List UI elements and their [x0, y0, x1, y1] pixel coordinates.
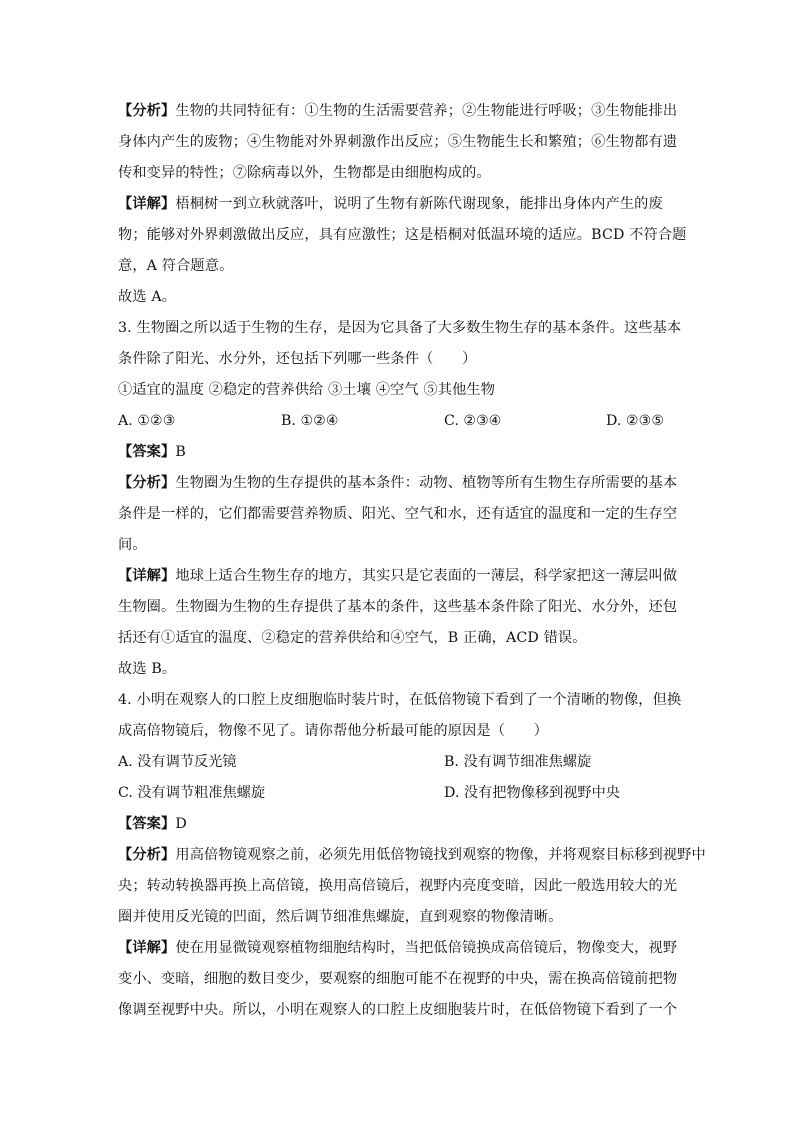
detail-tag: 【详解】 — [118, 940, 176, 956]
question-3-line: 条件除了阳光、水分外，还包括下列哪一些条件（ ） — [118, 351, 477, 367]
question-4-options-row1 — [118, 747, 678, 778]
option-b: B. 没有调节细准焦螺旋 — [444, 754, 592, 770]
text-line: 梧桐树一到立秋就落叶，说明了生物有新陈代谢现象，能排出身体内产生的废 — [175, 196, 663, 212]
text-line: 央；转动转换器再换上高倍镜，换用高倍镜后，视野内亮度变暗，因此一般选用较大的光 — [118, 878, 678, 894]
analysis-tag: 【分析】 — [118, 475, 176, 491]
option-c: C. ②③④ — [444, 413, 502, 429]
question-4-line: 成高倍物镜后，物像不见了。请你帮他分析最可能的原因是（ ） — [118, 723, 549, 739]
text-line: 用高倍物镜观察之前，必须先用低倍物镜找到观察的物像，并将观察目标移到视野中 — [175, 847, 706, 863]
text-line: 条件是一样的，它们都需要营养物质、阳光、空气和水，还有适宜的温度和一定的生存空 — [118, 506, 678, 522]
analysis-line — [118, 96, 678, 127]
detail-tag: 【详解】 — [118, 196, 176, 212]
text-line: 物；能够对外界刺激做出反应，具有应激性；这是梧桐对低温环境的适应。BCD 不符合题 — [118, 227, 687, 243]
answer-tag: 【答案】 — [118, 816, 176, 832]
detail-line — [118, 933, 678, 964]
text-line: 圈并使用反光镜的凹面，然后调节细准焦螺旋，直到观察的物像清晰。 — [118, 909, 563, 925]
text-line: 间。 — [118, 537, 147, 553]
option-a: A. ①②③ — [118, 413, 176, 429]
question-4-options-row2 — [118, 778, 678, 809]
answer-line — [118, 809, 678, 840]
option-a: A. 没有调节反光镜 — [118, 754, 237, 770]
document-page — [118, 96, 706, 1026]
text-line: 括还有①适宜的温度、②稳定的营养供给和④空气，B 正确，ACD 错误。 — [118, 630, 587, 646]
text-line: 使在用显微镜观察植物细胞结构时，当把低倍镜换成高倍镜后，物像变大，视野 — [175, 940, 678, 956]
analysis-line — [118, 840, 706, 871]
analysis-line — [118, 468, 678, 499]
conclusion-line: 故选 B。 — [118, 661, 177, 677]
option-b: B. ①②④ — [281, 413, 339, 429]
answer-line — [118, 437, 678, 468]
question-4-line: 4. 小明在观察人的口腔上皮细胞临时装片时，在低倍物镜下看到了一个清晰的物像，但换 — [118, 692, 682, 708]
text-line: 生物圈为生物的生存提供的基本条件：动物、植物等所有生物生存所需要的基本 — [175, 475, 678, 491]
detail-tag: 【详解】 — [118, 568, 176, 584]
answer-value: B — [175, 444, 186, 460]
option-d: D. ②③⑤ — [606, 413, 665, 429]
text-line: 像调至视野中央。所以，小明在观察人的口腔上皮细胞装片时，在低倍物镜下看到了一个 — [118, 1002, 678, 1018]
text-line: 变小、变暗，细胞的数目变少，要观察的细胞可能不在视野的中央，需在换高倍镜前把物 — [118, 971, 678, 987]
detail-line — [118, 561, 678, 592]
answer-value: D — [175, 816, 187, 832]
option-c: C. 没有调节粗准焦螺旋 — [118, 785, 266, 801]
conclusion-line: 故选 A。 — [118, 289, 177, 305]
analysis-tag: 【分析】 — [118, 103, 176, 119]
text-line: 传和变异的特性；⑦除病毒以外，生物都是由细胞构成的。 — [118, 165, 491, 181]
question-3-line: 3. 生物圈之所以适于生物的生存，是因为它具备了大多数生物生存的基本条件。这些基本 — [118, 320, 682, 336]
question-3-items: ①适宜的温度 ②稳定的营养供给 ③土壤 ④空气 ⑤其他生物 — [118, 382, 496, 398]
option-d: D. 没有把物像移到视野中央 — [444, 785, 620, 801]
text-line: 意，A 符合题意。 — [118, 258, 234, 274]
question-3-options — [118, 406, 678, 437]
detail-line — [118, 189, 678, 220]
text-line: 地球上适合生物生存的地方，其实只是它表面的一薄层，科学家把这一薄层叫做 — [175, 568, 678, 584]
text-line: 生物圈。生物圈为生物的生存提供了基本的条件，这些基本条件除了阳光、水分外，还包 — [118, 599, 678, 615]
text-line: 生物的共同特征有：①生物的生活需要营养；②生物能进行呼吸；③生物能排出 — [175, 103, 678, 119]
text-line: 身体内产生的废物；④生物能对外界刺激作出反应；⑤生物能生长和繁殖；⑥生物都有遗 — [118, 134, 678, 150]
analysis-tag: 【分析】 — [118, 847, 176, 863]
answer-tag: 【答案】 — [118, 444, 176, 460]
